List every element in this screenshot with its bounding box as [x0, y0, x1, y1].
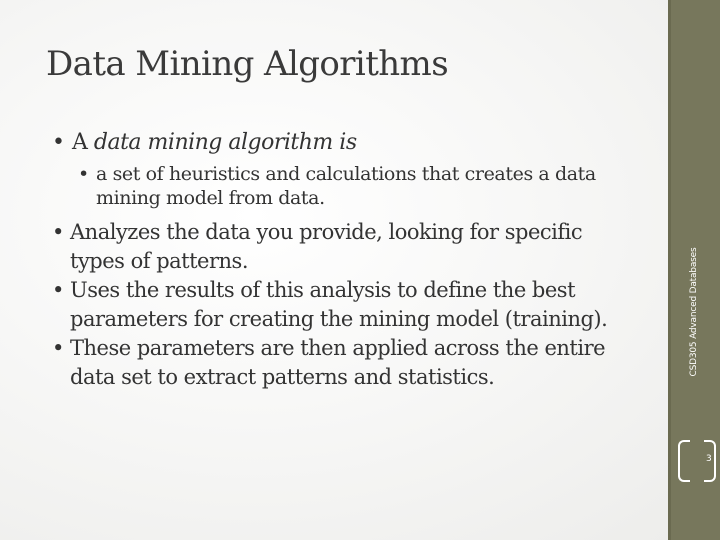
list-item-text: Uses the results of this analysis to define the best parameters for creating the mining model (training).	[70, 278, 608, 331]
bracket-left-icon	[678, 440, 690, 482]
bullet-icon: •	[78, 163, 89, 185]
list-item-text: Analyzes the data you provide, looking for specific types of patterns.	[70, 220, 583, 273]
list-item	[48, 218, 638, 276]
slide-content	[48, 128, 638, 392]
bullet-icon: •	[52, 278, 64, 302]
bullet-list	[48, 218, 638, 392]
list-item	[48, 334, 638, 392]
intro-italic: data mining algorithm is	[93, 130, 357, 155]
bullet-icon: •	[52, 220, 64, 244]
intro-prefix: A	[72, 130, 94, 155]
footer-course-label: CSD305 Advanced Databases	[689, 247, 699, 377]
bullet-icon: •	[52, 130, 65, 155]
bullet-icon: •	[52, 336, 64, 360]
list-item-text: These parameters are then applied across the entire data set to extract patterns and statistics.	[70, 336, 606, 389]
page-number: 3	[706, 454, 712, 464]
slide-title: Data Mining Algorithms	[46, 44, 449, 84]
page-number-frame	[678, 440, 716, 480]
sub-bullet-text: a set of heuristics and calculations that creates a data mining model from data.	[96, 163, 596, 209]
list-item	[48, 276, 638, 334]
intro-bullet	[48, 128, 638, 158]
sub-bullet	[78, 162, 638, 210]
